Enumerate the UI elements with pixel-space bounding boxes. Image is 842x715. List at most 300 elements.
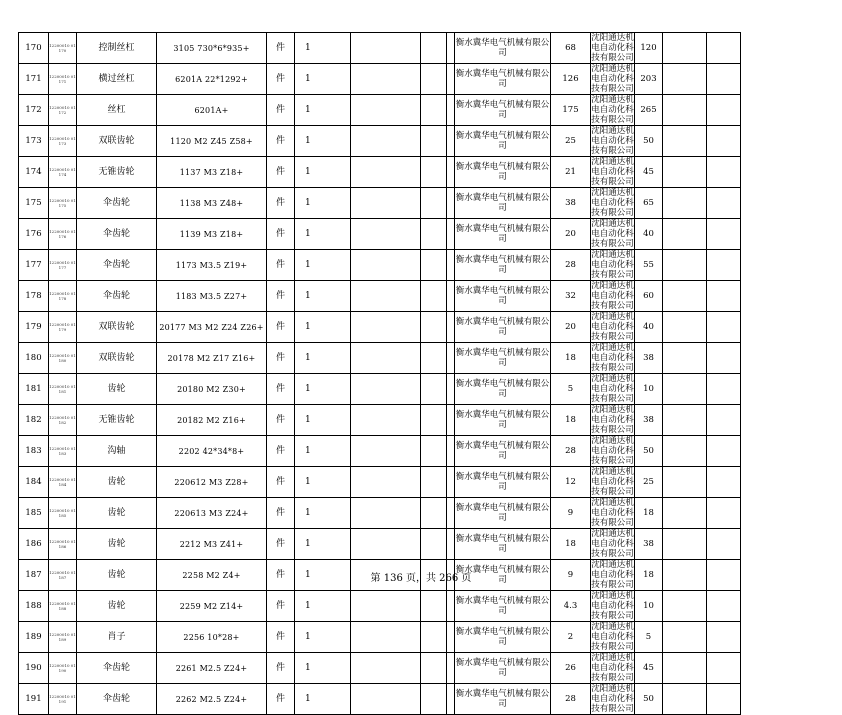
row-empty-cell-c (447, 188, 455, 219)
row-spec-cell: 20180 M2 Z30+ (157, 374, 267, 405)
row-qty-cell: 1 (295, 64, 351, 95)
row-buyer-cell: 沈阳通达机电自动化科技有限公司 (591, 33, 634, 63)
row-supplier-price-cell: 18 (551, 405, 591, 436)
row-name-cell: 丝杠 (77, 95, 157, 126)
row-empty-cell-a (351, 436, 421, 467)
table-row (19, 653, 741, 684)
row-qty-cell: 1 (295, 467, 351, 498)
row-empty-cell-b (421, 684, 447, 715)
row-buyer-cell: 沈阳通达机电自动化科技有限公司 (591, 312, 634, 342)
row-qty-cell: 1 (295, 622, 351, 653)
row-empty-cell-b (421, 250, 447, 281)
row-qty-cell: 1 (295, 374, 351, 405)
row-unit-cell: 件 (267, 436, 295, 467)
row-buyer-price-cell: 60 (635, 281, 663, 312)
row-qty-cell: 1 (295, 250, 351, 281)
row-empty-cell-c (447, 33, 455, 64)
row-empty-cell-b (421, 436, 447, 467)
row-name-cell: 双联齿轮 (77, 343, 157, 374)
table-row (19, 95, 741, 126)
row-supplier-cell: 衡水冀华电气机械有限公司 (455, 343, 551, 374)
row-qty-cell: 1 (295, 653, 351, 684)
row-supplier-cell: 衡水冀华电气机械有限公司 (455, 498, 551, 529)
row-seq-cell: 180 (19, 343, 49, 374)
table-row (19, 64, 741, 95)
row-buyer-price-cell: 45 (635, 157, 663, 188)
row-name-cell: 伞齿轮 (77, 281, 157, 312)
row-qty-cell: 1 (295, 312, 351, 343)
row-empty-cell-e (707, 498, 741, 529)
row-empty-cell-e (707, 281, 741, 312)
row-supplier-cell: 衡水冀华电气机械有限公司 (455, 33, 551, 64)
row-qty-cell: 1 (295, 591, 351, 622)
row-supplier-price-cell: 5 (551, 374, 591, 405)
row-code-cell: 12200010 01184 (49, 467, 77, 498)
row-empty-cell-a (351, 126, 421, 157)
row-empty-cell-a (351, 529, 421, 560)
row-empty-cell-b (421, 157, 447, 188)
row-supplier-cell: 衡水冀华电气机械有限公司 (455, 64, 551, 95)
row-spec-cell: 6201A+ (157, 95, 267, 126)
row-empty-cell-d (663, 591, 707, 622)
table-row (19, 343, 741, 374)
row-empty-cell-a (351, 157, 421, 188)
row-empty-cell-c (447, 250, 455, 281)
row-seq-cell: 183 (19, 436, 49, 467)
row-code-cell: 12200010 01182 (49, 405, 77, 436)
table-row (19, 219, 741, 250)
row-seq-cell: 182 (19, 405, 49, 436)
row-spec-cell: 20178 M2 Z17 Z16+ (157, 343, 267, 374)
row-supplier-price-cell: 9 (551, 498, 591, 529)
row-supplier-price-cell: 28 (551, 250, 591, 281)
row-empty-cell-b (421, 374, 447, 405)
row-qty-cell: 1 (295, 343, 351, 374)
row-code-cell: 12200010 01181 (49, 374, 77, 405)
row-empty-cell-d (663, 95, 707, 126)
row-empty-cell-a (351, 312, 421, 343)
row-seq-cell: 188 (19, 591, 49, 622)
row-buyer-price-cell: 18 (635, 560, 663, 591)
row-qty-cell: 1 (295, 436, 351, 467)
row-empty-cell-d (663, 684, 707, 715)
row-empty-cell-a (351, 374, 421, 405)
row-empty-cell-a (351, 95, 421, 126)
row-unit-cell: 件 (267, 188, 295, 219)
row-empty-cell-b (421, 467, 447, 498)
row-buyer-price-cell: 65 (635, 188, 663, 219)
row-qty-cell: 1 (295, 498, 351, 529)
row-unit-cell: 件 (267, 281, 295, 312)
row-empty-cell-c (447, 467, 455, 498)
row-name-cell: 双联齿轮 (77, 312, 157, 343)
row-unit-cell: 件 (267, 312, 295, 343)
row-empty-cell-d (663, 250, 707, 281)
row-spec-cell: 1137 M3 Z18+ (157, 157, 267, 188)
row-spec-cell: 6201A 22*1292+ (157, 64, 267, 95)
row-empty-cell-a (351, 250, 421, 281)
row-empty-cell-b (421, 281, 447, 312)
row-empty-cell-c (447, 157, 455, 188)
row-code-cell: 12200010 01178 (49, 281, 77, 312)
row-empty-cell-d (663, 188, 707, 219)
row-name-cell: 齿轮 (77, 560, 157, 591)
row-code-cell: 12200010 01189 (49, 622, 77, 653)
table-row (19, 622, 741, 653)
row-supplier-cell: 衡水冀华电气机械有限公司 (455, 653, 551, 684)
row-unit-cell: 件 (267, 95, 295, 126)
row-supplier-price-cell: 26 (551, 653, 591, 684)
row-empty-cell-a (351, 219, 421, 250)
row-code-cell: 12200010 01187 (49, 560, 77, 591)
row-buyer-price-cell: 10 (635, 374, 663, 405)
row-seq-cell: 189 (19, 622, 49, 653)
row-supplier-price-cell: 2 (551, 622, 591, 653)
row-empty-cell-e (707, 436, 741, 467)
row-seq-cell: 170 (19, 33, 49, 64)
row-spec-cell: 1139 M3 Z18+ (157, 219, 267, 250)
row-empty-cell-b (421, 95, 447, 126)
table-row (19, 281, 741, 312)
row-code-cell: 12200010 01175 (49, 188, 77, 219)
row-unit-cell: 件 (267, 622, 295, 653)
row-supplier-price-cell: 32 (551, 281, 591, 312)
row-buyer-price-cell: 18 (635, 498, 663, 529)
row-buyer-cell: 沈阳通达机电自动化科技有限公司 (591, 126, 634, 156)
row-empty-cell-a (351, 188, 421, 219)
row-seq-cell: 177 (19, 250, 49, 281)
row-empty-cell-e (707, 405, 741, 436)
row-seq-cell: 179 (19, 312, 49, 343)
row-empty-cell-e (707, 126, 741, 157)
row-supplier-price-cell: 4.3 (551, 591, 591, 622)
row-code-cell: 12200010 01174 (49, 157, 77, 188)
row-name-cell: 无锥齿轮 (77, 405, 157, 436)
table-row (19, 188, 741, 219)
row-supplier-cell: 衡水冀华电气机械有限公司 (455, 405, 551, 436)
row-empty-cell-c (447, 529, 455, 560)
row-empty-cell-d (663, 653, 707, 684)
row-empty-cell-d (663, 498, 707, 529)
row-empty-cell-c (447, 405, 455, 436)
row-unit-cell: 件 (267, 653, 295, 684)
row-supplier-cell: 衡水冀华电气机械有限公司 (455, 219, 551, 250)
row-empty-cell-d (663, 467, 707, 498)
row-unit-cell: 件 (267, 374, 295, 405)
table-row (19, 33, 741, 64)
row-empty-cell-e (707, 157, 741, 188)
row-empty-cell-d (663, 343, 707, 374)
row-empty-cell-d (663, 64, 707, 95)
row-supplier-price-cell: 20 (551, 312, 591, 343)
row-qty-cell: 1 (295, 405, 351, 436)
row-empty-cell-d (663, 312, 707, 343)
table-row (19, 157, 741, 188)
row-buyer-price-cell: 120 (635, 33, 663, 64)
row-buyer-cell: 沈阳通达机电自动化科技有限公司 (591, 529, 634, 559)
row-seq-cell: 172 (19, 95, 49, 126)
row-empty-cell-a (351, 591, 421, 622)
row-code-cell: 12200010 01172 (49, 95, 77, 126)
row-name-cell: 无锥齿轮 (77, 157, 157, 188)
row-buyer-cell: 沈阳通达机电自动化科技有限公司 (591, 498, 634, 528)
row-empty-cell-a (351, 281, 421, 312)
row-empty-cell-e (707, 64, 741, 95)
row-name-cell: 齿轮 (77, 529, 157, 560)
row-name-cell: 双联齿轮 (77, 126, 157, 157)
row-empty-cell-b (421, 529, 447, 560)
row-buyer-cell: 沈阳通达机电自动化科技有限公司 (591, 560, 634, 590)
table-row (19, 529, 741, 560)
row-empty-cell-c (447, 281, 455, 312)
row-empty-cell-e (707, 467, 741, 498)
row-supplier-price-cell: 126 (551, 64, 591, 95)
row-unit-cell: 件 (267, 529, 295, 560)
row-supplier-price-cell: 28 (551, 684, 591, 715)
row-empty-cell-b (421, 405, 447, 436)
row-buyer-cell: 沈阳通达机电自动化科技有限公司 (591, 95, 634, 125)
row-code-cell: 12200010 01183 (49, 436, 77, 467)
row-qty-cell: 1 (295, 157, 351, 188)
row-buyer-cell: 沈阳通达机电自动化科技有限公司 (591, 591, 634, 621)
row-unit-cell: 件 (267, 343, 295, 374)
row-qty-cell: 1 (295, 560, 351, 591)
row-seq-cell: 186 (19, 529, 49, 560)
row-empty-cell-b (421, 343, 447, 374)
row-empty-cell-a (351, 622, 421, 653)
row-empty-cell-e (707, 95, 741, 126)
row-unit-cell: 件 (267, 591, 295, 622)
row-empty-cell-d (663, 374, 707, 405)
row-supplier-price-cell: 9 (551, 560, 591, 591)
table-row (19, 591, 741, 622)
row-qty-cell: 1 (295, 684, 351, 715)
row-spec-cell: 2258 M2 Z4+ (157, 560, 267, 591)
row-supplier-cell: 衡水冀华电气机械有限公司 (455, 467, 551, 498)
row-empty-cell-a (351, 64, 421, 95)
row-spec-cell: 2261 M2.5 Z24+ (157, 653, 267, 684)
row-empty-cell-c (447, 95, 455, 126)
row-name-cell: 伞齿轮 (77, 250, 157, 281)
row-empty-cell-d (663, 281, 707, 312)
row-supplier-cell: 衡水冀华电气机械有限公司 (455, 188, 551, 219)
table-row (19, 374, 741, 405)
row-spec-cell: 2202 42*34*8+ (157, 436, 267, 467)
row-empty-cell-e (707, 33, 741, 64)
row-name-cell: 沟轴 (77, 436, 157, 467)
row-empty-cell-a (351, 343, 421, 374)
row-name-cell: 控制丝杠 (77, 33, 157, 64)
row-empty-cell-e (707, 591, 741, 622)
row-spec-cell: 2262 M2.5 Z24+ (157, 684, 267, 715)
row-buyer-cell: 沈阳通达机电自动化科技有限公司 (591, 157, 634, 187)
row-supplier-price-cell: 21 (551, 157, 591, 188)
row-name-cell: 齿轮 (77, 591, 157, 622)
row-buyer-price-cell: 38 (635, 529, 663, 560)
row-empty-cell-c (447, 126, 455, 157)
row-buyer-price-cell: 50 (635, 436, 663, 467)
row-buyer-cell: 沈阳通达机电自动化科技有限公司 (591, 64, 634, 94)
row-empty-cell-b (421, 498, 447, 529)
row-code-cell: 12200010 01185 (49, 498, 77, 529)
row-empty-cell-c (447, 498, 455, 529)
row-seq-cell: 191 (19, 684, 49, 715)
row-empty-cell-e (707, 684, 741, 715)
row-spec-cell: 1138 M3 Z48+ (157, 188, 267, 219)
row-spec-cell: 2256 10*28+ (157, 622, 267, 653)
row-seq-cell: 178 (19, 281, 49, 312)
row-seq-cell: 171 (19, 64, 49, 95)
row-supplier-cell: 衡水冀华电气机械有限公司 (455, 95, 551, 126)
row-buyer-cell: 沈阳通达机电自动化科技有限公司 (591, 684, 634, 714)
row-empty-cell-c (447, 436, 455, 467)
row-spec-cell: 2259 M2 Z14+ (157, 591, 267, 622)
row-empty-cell-e (707, 529, 741, 560)
row-qty-cell: 1 (295, 33, 351, 64)
row-unit-cell: 件 (267, 219, 295, 250)
page-footer: 第 136 页，共 266 页 (370, 573, 472, 584)
row-empty-cell-c (447, 591, 455, 622)
row-spec-cell: 1183 M3.5 Z27+ (157, 281, 267, 312)
row-seq-cell: 176 (19, 219, 49, 250)
row-supplier-cell: 衡水冀华电气机械有限公司 (455, 126, 551, 157)
row-supplier-cell: 衡水冀华电气机械有限公司 (455, 281, 551, 312)
row-empty-cell-b (421, 312, 447, 343)
row-code-cell: 12200010 01170 (49, 33, 77, 64)
row-empty-cell-c (447, 684, 455, 715)
row-name-cell: 肖子 (77, 622, 157, 653)
row-buyer-cell: 沈阳通达机电自动化科技有限公司 (591, 374, 634, 404)
row-seq-cell: 181 (19, 374, 49, 405)
row-buyer-cell: 沈阳通达机电自动化科技有限公司 (591, 219, 634, 249)
row-name-cell: 齿轮 (77, 498, 157, 529)
row-supplier-cell: 衡水冀华电气机械有限公司 (455, 436, 551, 467)
row-supplier-price-cell: 175 (551, 95, 591, 126)
table-row (19, 126, 741, 157)
row-buyer-price-cell: 45 (635, 653, 663, 684)
row-empty-cell-e (707, 250, 741, 281)
row-empty-cell-c (447, 219, 455, 250)
row-supplier-cell: 衡水冀华电气机械有限公司 (455, 157, 551, 188)
row-buyer-cell: 沈阳通达机电自动化科技有限公司 (591, 405, 634, 435)
row-seq-cell: 184 (19, 467, 49, 498)
row-supplier-price-cell: 18 (551, 343, 591, 374)
table-row (19, 498, 741, 529)
row-code-cell: 12200010 01173 (49, 126, 77, 157)
row-code-cell: 12200010 01177 (49, 250, 77, 281)
row-empty-cell-b (421, 622, 447, 653)
row-spec-cell: 2212 M3 Z41+ (157, 529, 267, 560)
row-supplier-price-cell: 12 (551, 467, 591, 498)
row-spec-cell: 20182 M2 Z16+ (157, 405, 267, 436)
row-buyer-price-cell: 10 (635, 591, 663, 622)
row-buyer-cell: 沈阳通达机电自动化科技有限公司 (591, 343, 634, 373)
row-empty-cell-c (447, 64, 455, 95)
row-name-cell: 伞齿轮 (77, 219, 157, 250)
row-name-cell: 齿轮 (77, 467, 157, 498)
row-supplier-cell: 衡水冀华电气机械有限公司 (455, 684, 551, 715)
row-supplier-cell: 衡水冀华电气机械有限公司 (455, 591, 551, 622)
row-empty-cell-e (707, 343, 741, 374)
row-empty-cell-d (663, 405, 707, 436)
row-supplier-cell: 衡水冀华电气机械有限公司 (455, 312, 551, 343)
row-supplier-price-cell: 18 (551, 529, 591, 560)
row-spec-cell: 3105 730*6*935+ (157, 33, 267, 64)
row-empty-cell-e (707, 188, 741, 219)
row-name-cell: 横过丝杠 (77, 64, 157, 95)
row-buyer-cell: 沈阳通达机电自动化科技有限公司 (591, 281, 634, 311)
row-buyer-price-cell: 50 (635, 126, 663, 157)
row-code-cell: 12200010 01179 (49, 312, 77, 343)
row-empty-cell-e (707, 219, 741, 250)
row-empty-cell-d (663, 622, 707, 653)
row-buyer-cell: 沈阳通达机电自动化科技有限公司 (591, 250, 634, 280)
row-code-cell: 12200010 01188 (49, 591, 77, 622)
row-empty-cell-b (421, 188, 447, 219)
row-unit-cell: 件 (267, 467, 295, 498)
row-empty-cell-d (663, 126, 707, 157)
row-empty-cell-b (421, 653, 447, 684)
table-row (19, 250, 741, 281)
row-spec-cell: 1120 M2 Z45 Z58+ (157, 126, 267, 157)
row-empty-cell-b (421, 219, 447, 250)
table-row (19, 684, 741, 715)
row-empty-cell-a (351, 684, 421, 715)
row-buyer-price-cell: 38 (635, 405, 663, 436)
row-unit-cell: 件 (267, 157, 295, 188)
table-row (19, 312, 741, 343)
row-buyer-price-cell: 5 (635, 622, 663, 653)
row-empty-cell-e (707, 653, 741, 684)
row-empty-cell-c (447, 343, 455, 374)
row-empty-cell-d (663, 436, 707, 467)
row-empty-cell-d (663, 529, 707, 560)
row-qty-cell: 1 (295, 126, 351, 157)
row-empty-cell-b (421, 33, 447, 64)
row-seq-cell: 190 (19, 653, 49, 684)
row-empty-cell-c (447, 622, 455, 653)
row-spec-cell: 1173 M3.5 Z19+ (157, 250, 267, 281)
row-qty-cell: 1 (295, 529, 351, 560)
table-row (19, 405, 741, 436)
row-code-cell: 12200010 01190 (49, 653, 77, 684)
row-unit-cell: 件 (267, 405, 295, 436)
row-unit-cell: 件 (267, 684, 295, 715)
row-buyer-cell: 沈阳通达机电自动化科技有限公司 (591, 467, 634, 497)
row-empty-cell-d (663, 219, 707, 250)
row-seq-cell: 173 (19, 126, 49, 157)
row-name-cell: 伞齿轮 (77, 188, 157, 219)
row-spec-cell: 20177 M3 M2 Z24 Z26+ (157, 312, 267, 343)
row-empty-cell-d (663, 33, 707, 64)
row-empty-cell-c (447, 653, 455, 684)
row-supplier-cell: 衡水冀华电气机械有限公司 (455, 374, 551, 405)
row-empty-cell-a (351, 653, 421, 684)
row-qty-cell: 1 (295, 281, 351, 312)
row-empty-cell-e (707, 622, 741, 653)
row-empty-cell-d (663, 157, 707, 188)
row-name-cell: 齿轮 (77, 374, 157, 405)
row-buyer-price-cell: 25 (635, 467, 663, 498)
row-empty-cell-e (707, 374, 741, 405)
row-empty-cell-a (351, 498, 421, 529)
row-buyer-price-cell: 40 (635, 219, 663, 250)
row-code-cell: 12200010 01171 (49, 64, 77, 95)
row-seq-cell: 174 (19, 157, 49, 188)
row-supplier-cell: 衡水冀华电气机械有限公司 (455, 250, 551, 281)
row-empty-cell-b (421, 126, 447, 157)
price-table (18, 32, 741, 715)
